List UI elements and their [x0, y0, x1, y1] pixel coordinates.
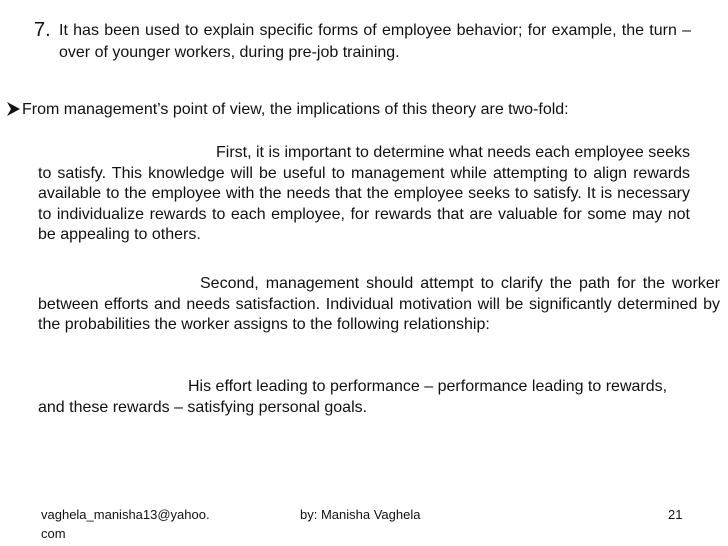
page-number: 21	[668, 507, 683, 522]
footer-author: by: Manisha Vaghela	[300, 507, 421, 522]
paragraph-second: Second, management should attempt to clarify the path for the worker between efforts and needs satisfaction. Individual motivation will be significantly determined by the probabilities the worker assigns to the following relationship:	[38, 275, 720, 333]
arrow-bullet-icon	[6, 101, 22, 117]
paragraph-relationship: His effort leading to performance – performance leading to rewards, and these rewards – satisfying personal goals.	[38, 378, 668, 416]
paragraph-first: First, it is important to determine what needs each employee seeks to satisfy. This knowledge will be useful to management while attempting to align rewards available to the employee with the needs that the employee seeks to satisfy. It is necessary to individualize rewards to each employee, for rewards that are valuable for some may not be appealing to others.	[38, 144, 690, 243]
footer-email: vaghela_manisha13@yahoo.com	[41, 507, 210, 541]
list-item-number: 7.	[34, 19, 51, 41]
list-item-text: It has been used to explain specific forms of employee behavior; for example, the turn – over of younger workers, during pre-job training.	[59, 22, 691, 61]
bullet-heading: From management’s point of view, the implications of this theory are two-fold:	[22, 101, 569, 118]
